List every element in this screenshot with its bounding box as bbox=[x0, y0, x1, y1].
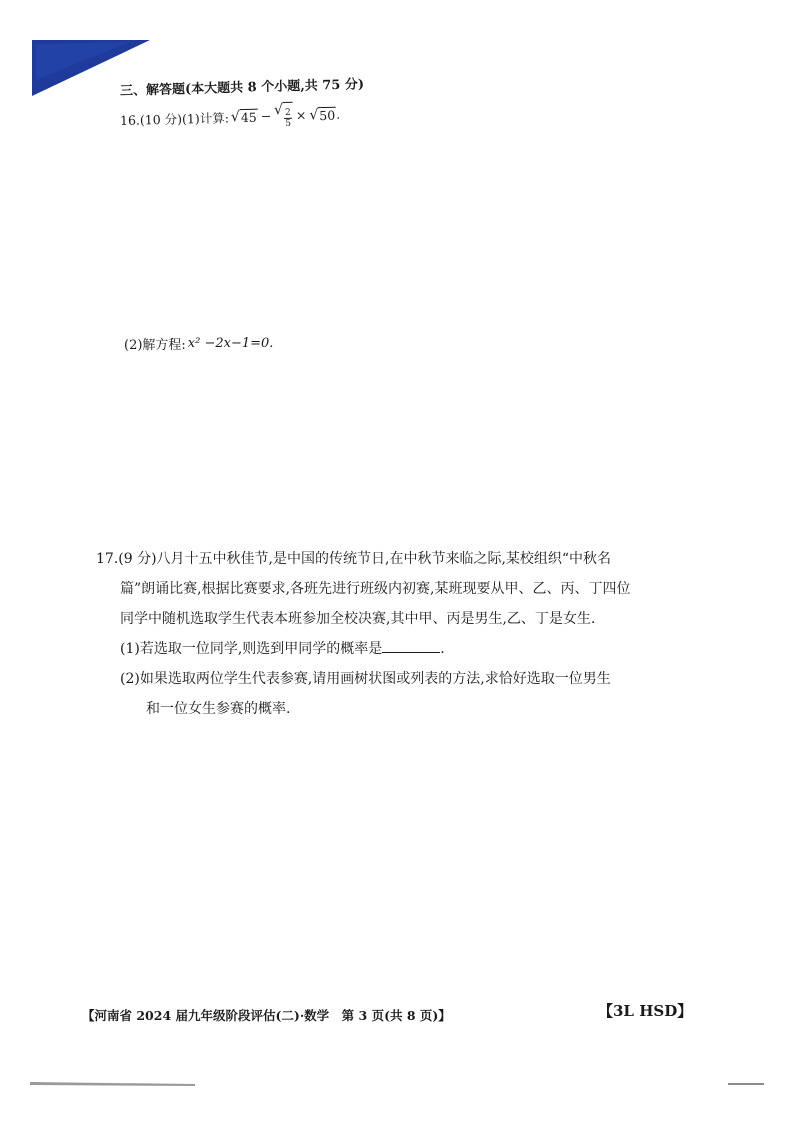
q16-part2-prefix: (2)解方程: bbox=[124, 338, 186, 353]
exam-code: 【3L HSD】 bbox=[598, 1002, 693, 1020]
bottom-left-rule bbox=[30, 1082, 195, 1086]
q17-sub-2-line-2: 和一位女生参赛的概率. bbox=[146, 701, 291, 717]
period: . bbox=[335, 106, 341, 122]
sqrt-term-3 bbox=[309, 106, 336, 123]
q17-sub-2-line-1: (2)如果选取两位学生代表参赛,请用画树状图或列表的方法,求恰好选取一位男生 bbox=[120, 671, 611, 687]
fraction-denominator: 5 bbox=[285, 118, 292, 129]
radicand-1: 45 bbox=[240, 109, 257, 125]
q17-line-2: 篇”朗诵比赛,根据比赛要求,各班先进行班级内初赛,某班现要从甲、乙、丙、丁四位 bbox=[120, 581, 631, 597]
q17-line-1: 17.(9 分)八月十五中秋佳节,是中国的传统节日,在中秋节来临之际,某校组织“中秋名 bbox=[96, 551, 612, 567]
answer-blank[interactable] bbox=[382, 638, 440, 653]
minus-sign: − bbox=[260, 108, 272, 124]
bottom-right-rule bbox=[728, 1083, 764, 1085]
fraction-numerator: 2 bbox=[284, 107, 291, 118]
question-17 bbox=[96, 544, 676, 724]
fraction bbox=[284, 108, 292, 129]
question-16-part2 bbox=[124, 334, 273, 353]
q17-sub-1 bbox=[96, 634, 676, 664]
q16-expression bbox=[231, 101, 341, 131]
q17-line-3: 同学中随机选取学生代表本班参加全校决赛,其中甲、丙是男生,乙、丁是女生. bbox=[120, 611, 596, 627]
question-16-part1 bbox=[120, 101, 341, 133]
q17-sub1-text: (1)若选取一位同学,则选到甲同学的概率是 bbox=[120, 641, 383, 657]
sqrt-term-2 bbox=[274, 102, 293, 129]
radical-sign-icon: √ bbox=[309, 106, 319, 123]
section-title: 三、解答题(本大题共 8 个小题,共 75 分) bbox=[119, 77, 365, 99]
page-footer: 【河南省 2024 届九年级阶段评估(二)·数学 第 3 页(共 8 页)】 bbox=[82, 1008, 451, 1023]
q17-sub1-end: . bbox=[440, 641, 445, 657]
q16-part2-equation: x² −2x−1=0. bbox=[187, 336, 274, 351]
q16-prefix: 16.(10 分)(1)计算: bbox=[119, 109, 230, 128]
radical-sign-icon: √ bbox=[230, 108, 241, 125]
times-sign: × bbox=[295, 107, 307, 123]
sqrt-term-1 bbox=[231, 108, 258, 125]
radical-sign-icon: √ bbox=[273, 102, 284, 119]
radicand-3: 50 bbox=[319, 107, 336, 123]
